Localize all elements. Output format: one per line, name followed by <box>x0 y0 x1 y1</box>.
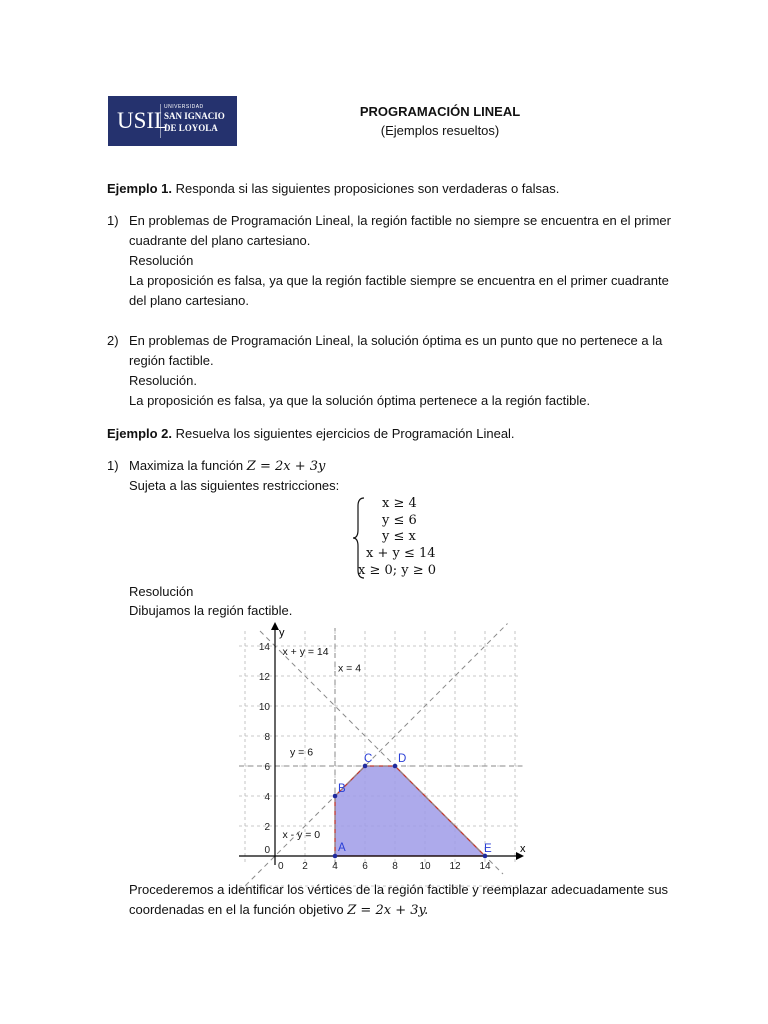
line-label: x - y = 0 <box>282 829 321 841</box>
item-number: 1) <box>107 458 119 473</box>
prop-1-answer-line-1: La proposición es falsa, ya que la región factible siempre se encuentra en el primer cuadrante <box>129 273 669 288</box>
maximize-line <box>129 458 325 474</box>
y-tick-label: 12 <box>258 672 270 683</box>
vertex-label: E <box>484 843 492 855</box>
y-tick-label: 0 <box>264 845 270 856</box>
maximize-text: Maximiza la función <box>129 458 247 473</box>
constraint-system <box>352 496 462 580</box>
y-tick-label: 2 <box>264 822 270 833</box>
x-tick-label: 14 <box>479 861 491 872</box>
logo-line-1: UNIVERSIDAD <box>164 104 204 110</box>
prop-2-line-1: En problemas de Programación Lineal, la solución óptima es un punto que no pertenece a la <box>129 333 663 348</box>
page-title: PROGRAMACIÓN LINEAL <box>359 104 521 119</box>
logo-line-3: DE LOYOLA <box>164 123 218 133</box>
y-tick-label: 8 <box>264 732 270 743</box>
constraint-1: x ≥ 4 <box>382 496 417 511</box>
ejemplo1-label: Ejemplo 1. <box>107 181 173 196</box>
ejemplo2-label: Ejemplo 2. <box>107 426 173 441</box>
closing-objective: Z = 2x + 3y. <box>347 903 429 918</box>
x-tick-label: 2 <box>302 861 308 872</box>
vertex-point <box>333 854 338 859</box>
prop-1-line-1: En problemas de Programación Lineal, la región factible no siempre se encuentra en el primer <box>129 213 671 228</box>
line-label: y = 6 <box>290 746 314 759</box>
ejemplo1-text: Responda si las siguientes proposiciones son verdaderas o falsas. <box>172 181 560 196</box>
y-tick-label: 6 <box>264 762 270 773</box>
item-number: 1) <box>107 213 119 228</box>
vertex-label: C <box>364 753 373 765</box>
vertex-label: B <box>338 783 346 795</box>
constraint-3: y ≤ x <box>382 529 416 544</box>
prop-2-resolution-label: Resolución. <box>129 373 197 388</box>
x-tick-label: 12 <box>449 861 461 872</box>
constraints-intro: Sujeta a las siguientes restricciones: <box>129 478 340 493</box>
closing-line-2 <box>129 902 428 918</box>
prop-2-line-2: región factible. <box>129 353 214 368</box>
x-tick-label: 4 <box>332 861 338 872</box>
page-subtitle: (Ejemplos resueltos) <box>380 123 500 138</box>
constraint-4: x + y ≤ 14 <box>366 546 436 561</box>
university-logo <box>108 96 237 146</box>
closing-line-1: Procederemos a identificar los vértices de la región factible y reemplazar adecuadamente sus <box>129 882 669 897</box>
ejemplo1-heading <box>107 181 559 196</box>
logo-mark: USIL <box>114 104 161 138</box>
logo-line-2: SAN IGNACIO <box>164 111 225 121</box>
x-tick-label: 10 <box>419 861 431 872</box>
prop-1-resolution-label: Resolución <box>129 253 194 268</box>
prop-2-answer-line-1: La proposición es falsa, ya que la solución óptima pertenece a la región factible. <box>129 393 591 408</box>
ejemplo2-text: Resuelva los siguientes ejercicios de Programación Lineal. <box>172 426 515 441</box>
draw-region-text: Dibujamos la región factible. <box>129 603 293 618</box>
vertex-point <box>333 794 338 799</box>
line-label: x = 4 <box>338 662 362 675</box>
y-tick-label: 10 <box>258 702 270 713</box>
vertex-label: A <box>338 842 346 854</box>
y-axis-label: y <box>279 627 285 639</box>
ejemplo2-heading <box>107 426 515 441</box>
constraint-5: x ≥ 0; y ≥ 0 <box>358 563 437 578</box>
constraint-2: y ≤ 6 <box>382 513 417 528</box>
objective-function: Z = 2x + 3y <box>246 459 326 474</box>
x-tick-label: 6 <box>362 861 368 872</box>
resolution-label: Resolución <box>129 584 194 599</box>
item-number: 2) <box>107 333 119 348</box>
feasible-region <box>335 766 485 856</box>
vertex-point <box>393 764 398 769</box>
y-tick-label: 4 <box>264 792 270 803</box>
feasible-region-chart <box>236 620 556 872</box>
x-axis-label: x <box>520 843 526 855</box>
y-tick-label: 14 <box>258 642 270 653</box>
prop-1-line-2: cuadrante del plano cartesiano. <box>129 233 311 248</box>
prop-1-answer-line-2: del plano cartesiano. <box>129 293 249 308</box>
closing-text: coordenadas en el la función objetivo <box>129 902 348 917</box>
y-axis-arrow <box>271 622 279 630</box>
x-tick-label: 8 <box>392 861 398 872</box>
line-label: x + y = 14 <box>282 646 329 658</box>
x-tick-label: 0 <box>278 861 284 872</box>
vertex-label: D <box>398 753 407 765</box>
